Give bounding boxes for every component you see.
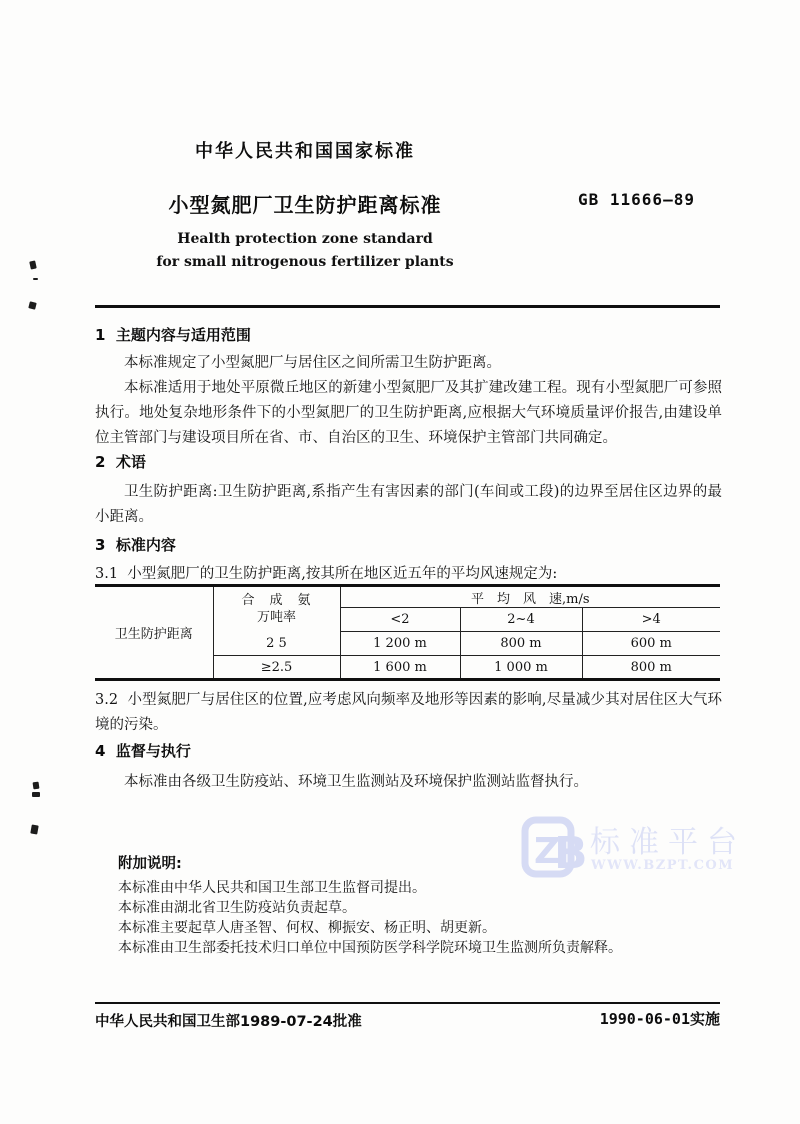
document-title-en-line2: for small nitrogenous fertilizer plants xyxy=(156,254,454,270)
svg-text:B: B xyxy=(554,828,585,878)
wind-speed-col-3: >4 xyxy=(582,608,720,632)
scan-artifact xyxy=(33,278,38,280)
distance-cell: 600 m xyxy=(582,632,720,656)
document-title: 小型氮肥厂卫生防护距离标准 xyxy=(168,193,442,217)
watermark-site-url: WWW.BZPT.COM xyxy=(591,858,735,873)
appendix-line: 本标准由湖北省卫生防疫站负责起草。 xyxy=(118,900,356,916)
table-row-group-label: 卫生防护距离 xyxy=(95,586,213,680)
capacity-cell: 2 5 xyxy=(213,632,340,656)
appendix-line: 本标准主要起草人唐圣智、何权、柳振安、杨正明、胡更新。 xyxy=(118,920,496,936)
scan-artifact xyxy=(29,260,37,269)
wind-speed-header: 平 均 风 速,m/s xyxy=(340,586,720,608)
protection-distance-table xyxy=(95,584,720,681)
wind-speed-col-1: <2 xyxy=(340,608,460,632)
table-capacity-header xyxy=(213,586,340,632)
section-4-heading: 4 监督与执行 xyxy=(95,742,191,760)
standard-org-title: 中华人民共和国国家标准 xyxy=(195,141,415,162)
capacity-header-line2: 万吨率 xyxy=(256,610,296,626)
scan-artifact xyxy=(33,782,40,790)
section-2-paragraph-1: 卫生防护距离:卫生防护距离,系指产生有害因素的部门(车间或工段)的边界至居住区边界的最小距离。 xyxy=(95,484,722,525)
effective-date: 1990-06-01实施 xyxy=(599,1010,720,1028)
approval-statement: 中华人民共和国卫生部1989-07-24批准 xyxy=(95,1014,362,1030)
document-title-en-line1: Health protection zone standard xyxy=(177,231,433,247)
scan-artifact xyxy=(28,301,36,309)
watermark-site-name: 标准平台 xyxy=(590,825,746,860)
distance-cell: 800 m xyxy=(460,632,582,656)
svg-text:Z: Z xyxy=(534,831,561,872)
section-4-paragraph-1: 本标准由各级卫生防疫站、环境卫生监测站及环境保护监测站监督执行。 xyxy=(124,774,588,790)
bzpt-watermark-logo-icon xyxy=(521,816,585,878)
footer-divider-rule xyxy=(95,1002,720,1004)
section-1-paragraph-1: 本标准规定了小型氮肥厂与居住区之间所需卫生防护距离。 xyxy=(124,355,501,371)
capacity-cell: ≥2.5 xyxy=(213,656,340,680)
distance-cell: 1 000 m xyxy=(460,656,582,680)
section-2-heading: 2 术语 xyxy=(95,453,146,471)
distance-cell: 800 m xyxy=(630,659,672,675)
section-3-heading: 3 标准内容 xyxy=(95,536,176,554)
standard-number: GB 11666—89 xyxy=(578,190,695,209)
section-3-1-paragraph: 3.1 小型氮肥厂的卫生防护距离,按其所在地区近五年的平均风速规定为: xyxy=(95,566,558,582)
capacity-header-line1: 合 成 氨 xyxy=(241,593,312,609)
scan-artifact xyxy=(30,824,38,834)
header-divider-rule xyxy=(95,305,720,308)
distance-cell: 1 600 m xyxy=(340,656,460,680)
scan-artifact xyxy=(32,792,40,797)
appendix-line: 本标准由中华人民共和国卫生部卫生监督司提出。 xyxy=(118,880,426,896)
section-1-paragraph-2: 本标准适用于地处平原微丘地区的新建小型氮肥厂及其扩建改建工程。现有小型氮肥厂可参照执行。地处复杂地形条件下的小型氮肥厂的卫生防护距离,应根据大气环境质量评价报告,由建设单位主管部门与建设项目所在省、市、自治区的卫生、环境保护主管部门共同确定。 xyxy=(95,380,722,446)
distance-cell: 1 200 m xyxy=(340,632,460,656)
appendix-line: 本标准由卫生部委托技术归口单位中国预防医学科学院环境卫生监测所负责解释。 xyxy=(118,940,622,956)
appendix-heading: 附加说明: xyxy=(118,856,182,872)
section-3-2-paragraph: 3.2 小型氮肥厂与居住区的位置,应考虑风向频率及地形等因素的影响,尽量减少其对居住区大气环境的污染。 xyxy=(95,692,722,733)
section-1-heading: 1 主题内容与适用范围 xyxy=(95,326,251,344)
wind-speed-col-2: 2~4 xyxy=(460,608,582,632)
